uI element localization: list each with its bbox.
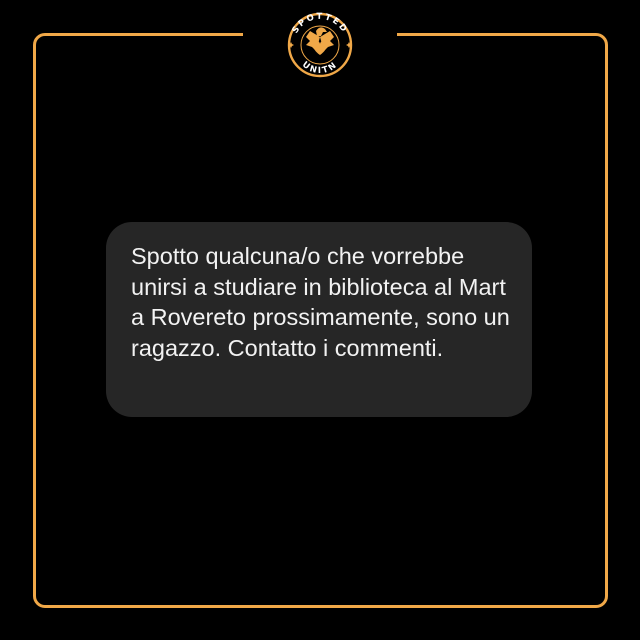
spotted-unitn-logo (280, 7, 360, 79)
logo-top-text: SPOTTED (290, 11, 350, 36)
message-text: Spotto qualcuna/o che vorrebbe unirsi a studiare in biblioteca al Mart a Rovereto prossimamente, sono un ragazzo. Contatto i commenti. (131, 243, 510, 361)
eagle-heart-emblem-icon (280, 7, 360, 79)
message-bubble (106, 222, 532, 417)
logo-bottom-text: UNITN (300, 59, 340, 77)
